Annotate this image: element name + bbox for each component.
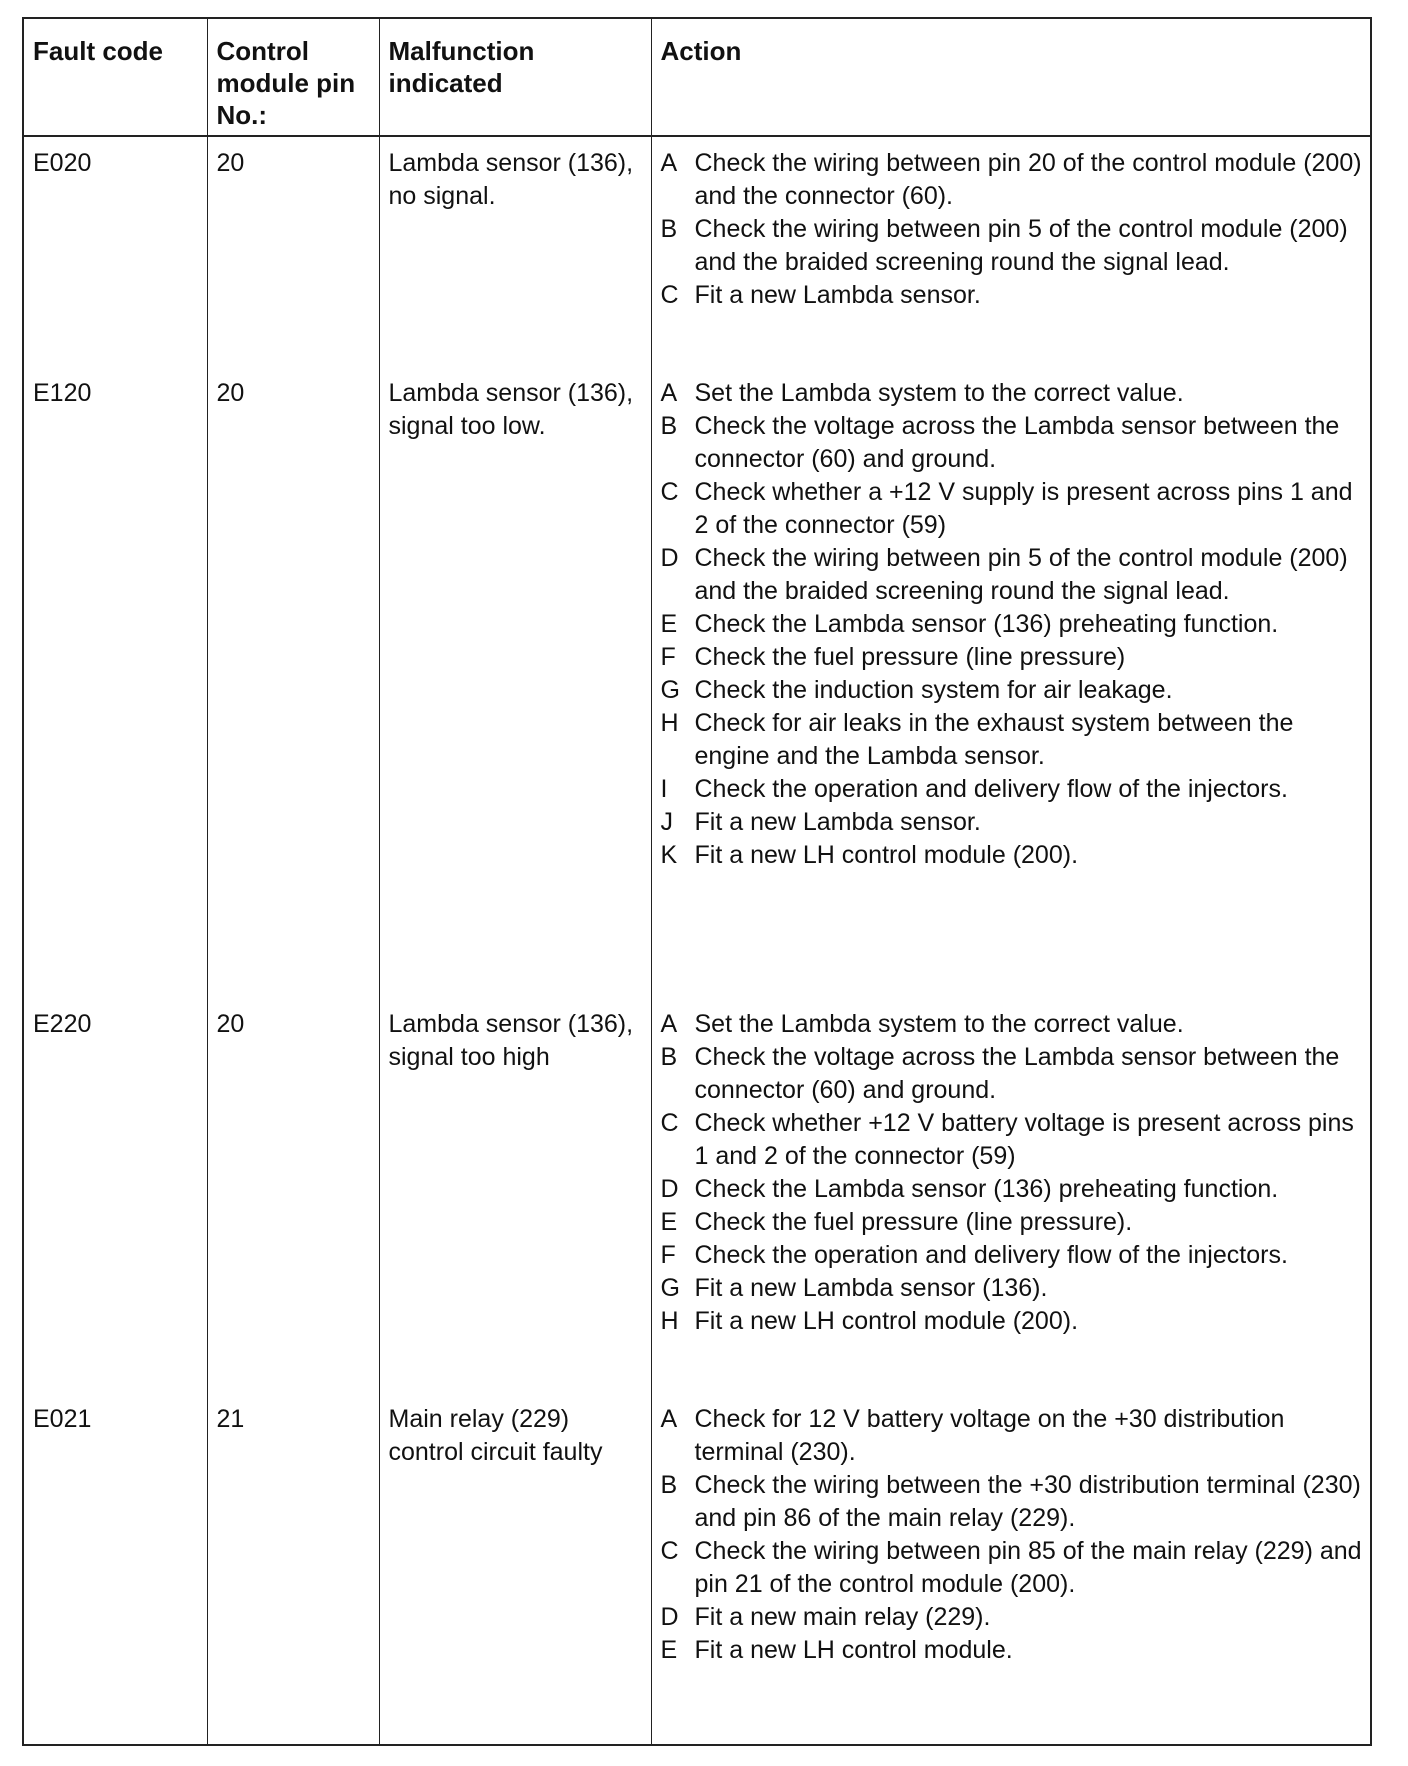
action-item xyxy=(661,1206,1363,1239)
action-letter: G xyxy=(660,676,680,704)
pin-cell: 21 xyxy=(207,1393,379,1745)
action-letter: H xyxy=(660,709,679,737)
action-letter: K xyxy=(660,841,678,869)
action-text: Fit a new Lambda sensor. xyxy=(694,808,981,836)
action-text: Fit a new Lambda sensor. xyxy=(694,281,981,309)
action-letter: A xyxy=(660,149,678,177)
action-item xyxy=(661,1272,1363,1305)
malfunction-cell: Lambda sensor (136), signal too low. xyxy=(379,367,651,998)
action-item xyxy=(661,1634,1363,1667)
fault-code-cell: E021 xyxy=(23,1393,207,1745)
action-item xyxy=(661,641,1363,674)
action-text: Check the operation and delivery flow of the injectors. xyxy=(694,1241,1288,1269)
action-letter: A xyxy=(660,379,678,407)
action-text: Check the wiring between pin 20 of the control module (200) and the connector (60). xyxy=(694,149,1362,210)
action-item xyxy=(661,279,1363,312)
fault-code-cell: E020 xyxy=(23,136,207,367)
action-item xyxy=(661,608,1363,641)
action-item xyxy=(661,410,1363,476)
action-item xyxy=(661,1173,1363,1206)
action-letter: D xyxy=(660,1603,679,1631)
action-letter: B xyxy=(660,215,678,243)
pin-cell: 20 xyxy=(207,367,379,998)
header-pin: Control module pin No.: xyxy=(207,18,379,136)
action-item xyxy=(661,839,1363,872)
action-letter: I xyxy=(660,775,668,803)
action-letter: F xyxy=(660,1241,676,1269)
action-text: Check the Lambda sensor (136) preheating function. xyxy=(694,610,1279,638)
action-item xyxy=(661,1601,1363,1634)
table-row xyxy=(23,998,1371,1393)
action-letter: E xyxy=(660,610,678,638)
action-text: Check the Lambda sensor (136) preheating function. xyxy=(694,1175,1279,1203)
action-letter: C xyxy=(660,1537,679,1565)
header-malfunction: Malfunction indicated xyxy=(379,18,651,136)
action-text: Check the fuel pressure (line pressure). xyxy=(694,1208,1133,1236)
action-text: Fit a new LH control module (200). xyxy=(694,1307,1079,1335)
action-item xyxy=(661,1008,1363,1041)
action-cell xyxy=(651,1393,1371,1745)
action-text: Check the fuel pressure (line pressure) xyxy=(694,643,1126,671)
table-row xyxy=(23,136,1371,367)
action-text: Check the wiring between pin 85 of the main relay (229) and pin 21 of the control module (200). xyxy=(694,1537,1362,1598)
action-item xyxy=(661,1239,1363,1272)
table-row xyxy=(23,367,1371,998)
action-text: Set the Lambda system to the correct value. xyxy=(694,1010,1184,1038)
action-text: Check the operation and delivery flow of the injectors. xyxy=(694,775,1288,803)
action-item xyxy=(661,1535,1363,1601)
action-text: Fit a new Lambda sensor (136). xyxy=(694,1274,1048,1302)
action-item xyxy=(661,377,1363,410)
action-cell xyxy=(651,136,1371,367)
pin-cell: 20 xyxy=(207,998,379,1393)
action-letter: B xyxy=(660,1043,678,1071)
action-item xyxy=(661,1041,1363,1107)
action-text: Check for air leaks in the exhaust system between the engine and the Lambda sensor. xyxy=(694,709,1294,770)
action-letter: C xyxy=(660,281,679,309)
malfunction-cell: Main relay (229) control circuit faulty xyxy=(379,1393,651,1745)
action-item xyxy=(661,147,1363,213)
action-text: Check the wiring between pin 5 of the control module (200) and the braided screening round the signal lead. xyxy=(694,544,1348,605)
action-letter: B xyxy=(660,412,678,440)
action-cell xyxy=(651,998,1371,1393)
action-letter: E xyxy=(660,1208,678,1236)
action-item xyxy=(661,1403,1363,1469)
action-letter: F xyxy=(660,643,676,671)
action-item xyxy=(661,707,1363,773)
action-letter: C xyxy=(660,478,679,506)
action-text: Check whether +12 V battery voltage is present across pins 1 and 2 of the connector (59) xyxy=(694,1109,1354,1170)
action-letter: E xyxy=(660,1636,678,1664)
action-text: Check the wiring between the +30 distribution terminal (230) and pin 86 of the main relay (229). xyxy=(694,1471,1361,1532)
action-text: Check the induction system for air leakage. xyxy=(694,676,1173,704)
action-letter: H xyxy=(660,1307,679,1335)
action-letter: B xyxy=(660,1471,678,1499)
header-action: Action xyxy=(651,18,1371,136)
action-letter: J xyxy=(660,808,673,836)
action-letter: A xyxy=(660,1405,678,1433)
action-item xyxy=(661,1469,1363,1535)
action-list xyxy=(661,1403,1363,1667)
action-item xyxy=(661,213,1363,279)
action-text: Fit a new main relay (229). xyxy=(694,1603,991,1631)
malfunction-cell: Lambda sensor (136), no signal. xyxy=(379,136,651,367)
action-letter: A xyxy=(660,1010,678,1038)
action-list xyxy=(661,377,1363,872)
action-text: Check the wiring between pin 5 of the control module (200) and the braided screening round the signal lead. xyxy=(694,215,1348,276)
action-text: Fit a new LH control module. xyxy=(694,1636,1013,1664)
action-item xyxy=(661,773,1363,806)
fault-code-table xyxy=(22,17,1372,1746)
pin-cell: 20 xyxy=(207,136,379,367)
action-item xyxy=(661,1305,1363,1338)
table-row xyxy=(23,1393,1371,1745)
action-list xyxy=(661,1008,1363,1338)
action-cell xyxy=(651,367,1371,998)
action-item xyxy=(661,1107,1363,1173)
action-item xyxy=(661,674,1363,707)
action-list xyxy=(661,147,1363,312)
action-letter: D xyxy=(660,1175,679,1203)
action-text: Check the voltage across the Lambda sensor between the connector (60) and ground. xyxy=(694,412,1340,473)
action-letter: G xyxy=(660,1274,680,1302)
action-letter: D xyxy=(660,544,679,572)
header-row xyxy=(23,18,1371,136)
action-item xyxy=(661,806,1363,839)
malfunction-cell: Lambda sensor (136), signal too high xyxy=(379,998,651,1393)
fault-code-cell: E120 xyxy=(23,367,207,998)
action-item xyxy=(661,476,1363,542)
action-text: Check whether a +12 V supply is present across pins 1 and 2 of the connector (59) xyxy=(694,478,1353,539)
action-letter: C xyxy=(660,1109,679,1137)
fault-code-cell: E220 xyxy=(23,998,207,1393)
action-text: Fit a new LH control module (200). xyxy=(694,841,1079,869)
header-fault-code: Fault code xyxy=(23,18,207,136)
action-text: Check the voltage across the Lambda sensor between the connector (60) and ground. xyxy=(694,1043,1340,1104)
action-item xyxy=(661,542,1363,608)
action-text: Check for 12 V battery voltage on the +30 distribution terminal (230). xyxy=(694,1405,1285,1466)
action-text: Set the Lambda system to the correct value. xyxy=(694,379,1184,407)
